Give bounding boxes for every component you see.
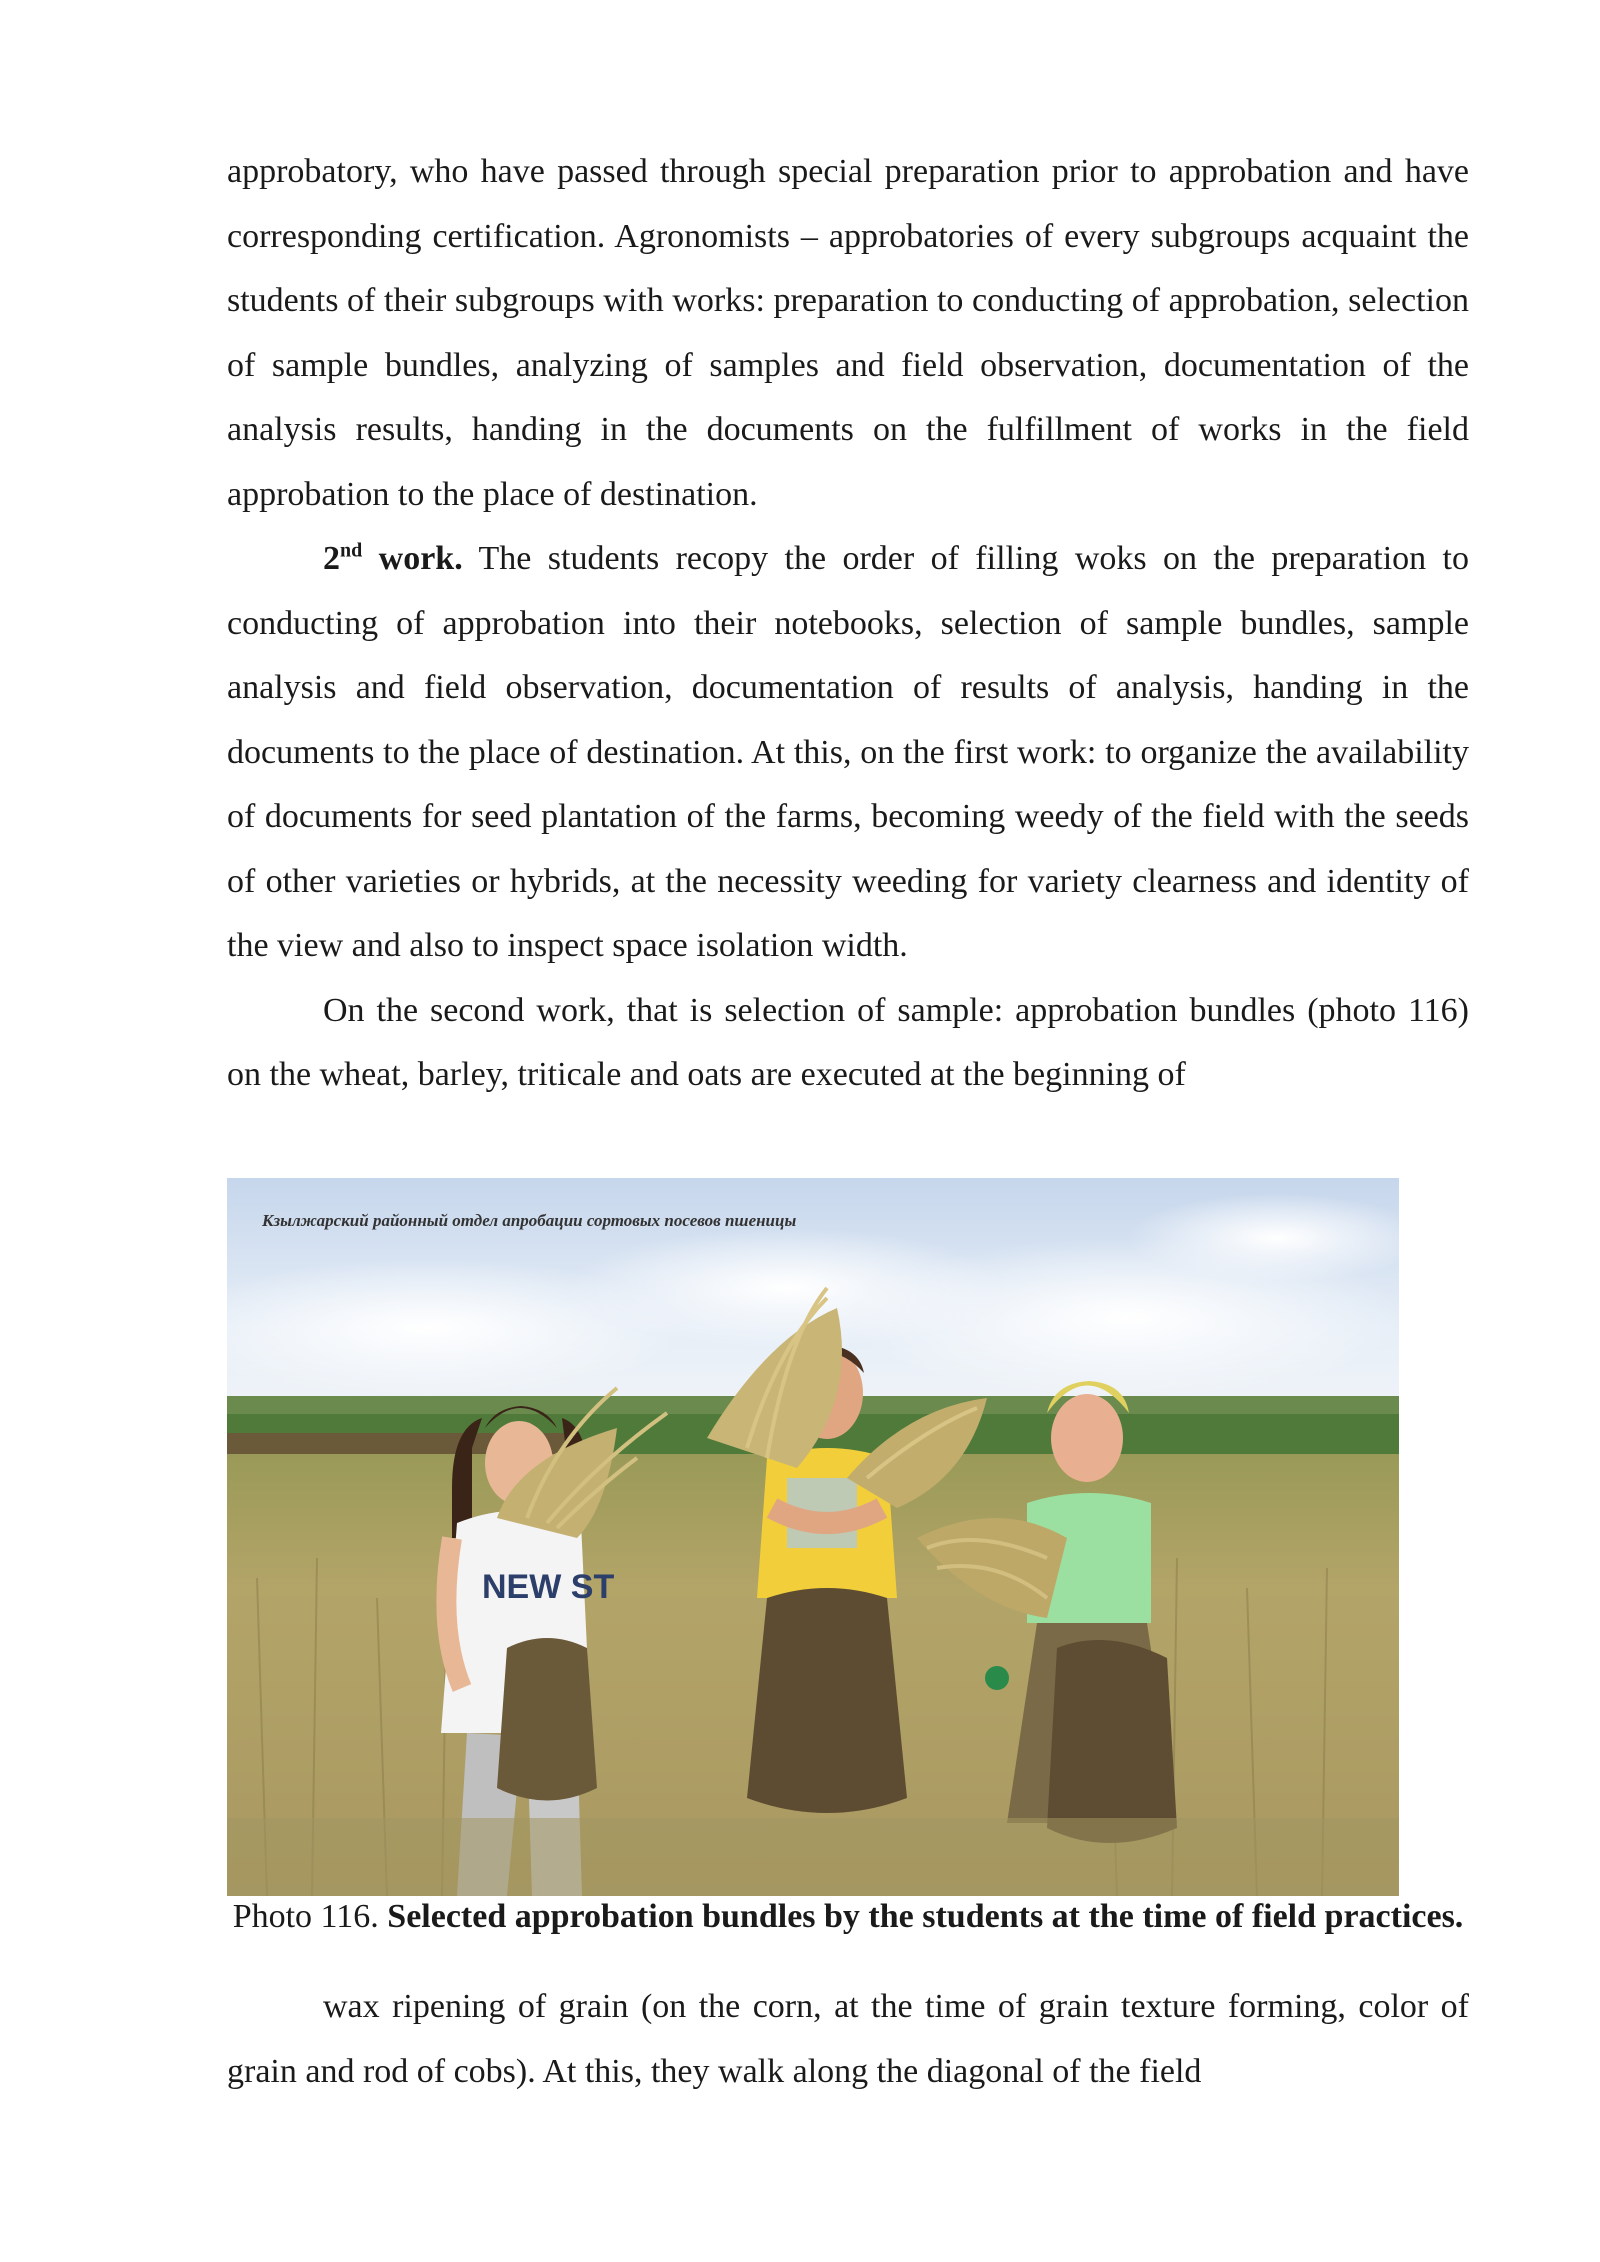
paragraph-1: approbatory, who have passed through special preparation prior to approbation and have corresponding certification. Agronomists – approbatories of every subgroups acquaint the students of their subgroups with works: preparation to conducting of approbation, selection of sample bundles, analyzing of samples and field observation, documentation of the analysis results, handing in the documents on the fulfillment of works in the field approbation to the place of destination. bbox=[227, 153, 1469, 513]
lead-superscript: nd bbox=[340, 539, 363, 562]
paragraph-4: wax ripening of grain (on the corn, at the time of grain texture forming, color of grain and rod of cobs). At this, they walk along the diagonal of the field bbox=[227, 1988, 1469, 2090]
photo-banner-text: Кзылжарский районный отдел апробации сортовых посевов пшеницы bbox=[262, 1211, 797, 1230]
lead-word: work. bbox=[362, 540, 463, 577]
photo-116 bbox=[227, 1178, 1399, 1896]
paragraph-2-body: The students recopy the order of filling woks on the preparation to conducting of approbation into their notebooks, selection of sample bundles, sample analysis and field observation, documentation of results of analysis, handing in the documents to the place of destination. At this, on the first work: to organize the availability of documents for seed plantation of the farms, becoming weedy of the field with the seeds of other varieties or hybrids, at the necessity weeding for variety clearness and identity of the view and also to inspect space isolation width. bbox=[227, 540, 1469, 964]
paragraph-2-lead bbox=[323, 540, 463, 577]
caption-prefix: Photo 116. bbox=[232, 1898, 388, 1935]
document-body-continued bbox=[227, 1975, 1469, 2104]
caption-title: Selected approbation bundles by the students at the time of field practices. bbox=[387, 1898, 1464, 1935]
paragraph-3: On the second work, that is selection of sample: approbation bundles (photo 116) on the wheat, barley, triticale and oats are executed at the beginning of bbox=[227, 991, 1469, 1093]
document-body bbox=[227, 140, 1469, 1108]
lead-number: 2 bbox=[323, 540, 340, 577]
photo-caption bbox=[227, 1897, 1469, 1937]
shirt-text: NEW ST bbox=[482, 1568, 615, 1606]
paragraph-2 bbox=[227, 527, 1469, 979]
